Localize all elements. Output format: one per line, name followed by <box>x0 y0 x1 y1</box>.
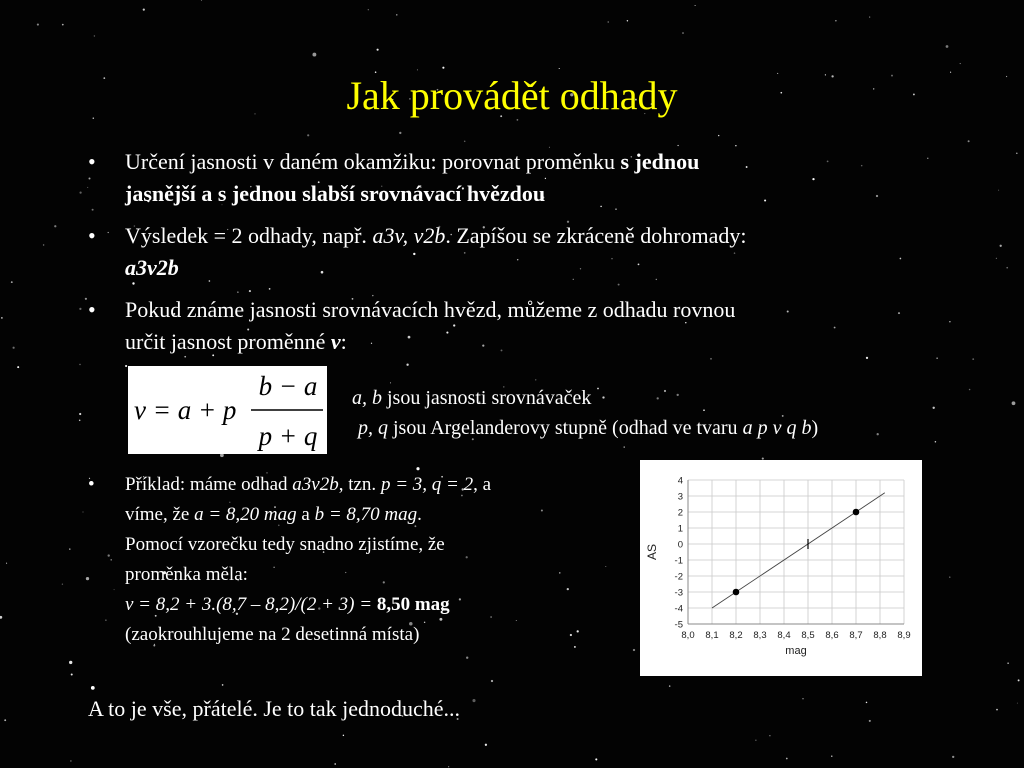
y-tick-label: -4 <box>674 603 683 615</box>
x-axis-label: mag <box>785 645 807 657</box>
y-tick-label: -1 <box>674 555 683 567</box>
formula-numerator: b − a <box>258 371 318 401</box>
legend-italic: a p v q b <box>742 417 812 439</box>
x-tick-label: 8,6 <box>825 630 839 641</box>
bullet-text <box>125 146 948 210</box>
y-tick-label: 3 <box>677 491 683 503</box>
legend-italic: a, b <box>352 387 382 409</box>
formula-box <box>128 366 327 454</box>
x-tick-label: 8,9 <box>897 630 911 641</box>
x-tick-label: 8,7 <box>849 630 863 641</box>
example-text-part: , a <box>473 474 492 495</box>
formula-lhs: v = a + p <box>134 395 237 425</box>
example-italic-part: v = 8,2 + 3.(8,7 – 8,2)/(2 + 3) = <box>125 594 377 615</box>
x-tick-label: 8,5 <box>801 630 815 641</box>
bullet-text-part: . Zapíšou se zkráceně dohromady: <box>445 223 747 248</box>
closing-line: A to je vše, přátelé. Je to tak jednoduché... <box>88 696 461 721</box>
bullet-result <box>88 220 948 284</box>
y-tick-label: 2 <box>677 507 683 519</box>
bullet-bold-part: jasnější a s jednou slabší srovnávací hvězdou <box>125 181 546 206</box>
example-italic-part: a3v2b <box>292 474 339 495</box>
example-line-1 <box>125 470 648 500</box>
bullet-dot: • <box>88 474 95 495</box>
legend-ab <box>352 384 591 412</box>
bullet-text <box>125 220 948 284</box>
x-tick-label: 8,8 <box>873 630 887 641</box>
bullet-text-part: určit jasnost proměnné <box>125 329 331 354</box>
example-line-4: proměnka měla: <box>125 564 248 585</box>
example-italic-part: a = 8,20 mag <box>194 504 297 525</box>
bullet-compute <box>88 294 948 358</box>
bullet-dot: • <box>88 223 96 248</box>
y-tick-label: -2 <box>674 571 683 583</box>
slide-title: Jak provádět odhady <box>346 73 678 118</box>
bullet-bold-part: s jednou <box>620 149 700 174</box>
example-line-2 <box>125 500 648 530</box>
example-text-part: , tzn. <box>338 474 381 495</box>
bullet-bold-italic-part: a3v2b <box>125 255 179 280</box>
example-line-6: (zaokrouhlujeme na 2 desetinná místa) <box>125 624 420 645</box>
bullet-italic-part: a3v, v2b <box>372 223 446 248</box>
bullet-text-part: Výsledek = 2 odhady, např. <box>125 223 373 248</box>
legend-text: jsou Argelanderovy stupně (odhad ve tvaru <box>388 417 743 439</box>
data-point <box>733 589 740 596</box>
example-text-part: víme, že <box>125 504 195 525</box>
legend-text: ) <box>811 417 819 439</box>
example-result: 8,50 mag <box>376 594 450 615</box>
legend-pq <box>358 414 818 442</box>
bullet-text-part: Pokud známe jasnosti srovnávacích hvězd, můžeme z odhadu rovnou <box>125 297 736 322</box>
data-point <box>853 509 860 516</box>
bullet-bold-italic-part: v <box>330 329 341 354</box>
bullet-dot: • <box>88 297 96 322</box>
argelander-chart <box>640 460 922 676</box>
example-line-5 <box>125 590 648 620</box>
example-line-3: Pomocí vzorečku tedy snadno zjistíme, že <box>125 534 445 555</box>
x-tick-label: 8,3 <box>753 630 767 641</box>
y-tick-label: -3 <box>674 587 683 599</box>
example-text <box>125 470 648 650</box>
chart-box <box>640 460 922 676</box>
y-axis-label: AS <box>645 543 659 561</box>
x-tick-label: 8,4 <box>777 630 791 641</box>
legend-italic: p, q <box>358 417 388 439</box>
x-tick-label: 8,0 <box>681 630 695 641</box>
y-tick-label: 1 <box>677 523 683 535</box>
example-text-part: . <box>417 504 422 525</box>
y-tick-label: 4 <box>677 475 683 487</box>
x-tick-label: 8,2 <box>729 630 743 641</box>
y-tick-label: 0 <box>677 539 683 551</box>
y-tick-label: -5 <box>674 619 683 631</box>
x-tick-label: 8,1 <box>705 630 719 641</box>
example-italic-part: b = 8,70 mag <box>314 504 418 525</box>
bullet-comparison <box>88 146 948 210</box>
formula <box>128 366 327 454</box>
bullet-text-part: : <box>340 329 347 354</box>
example-text-part: Příklad: máme odhad <box>125 474 293 495</box>
bullet-text-part: Určení jasnosti v daném okamžiku: porovnat proměnku <box>125 149 621 174</box>
bullet-text <box>125 294 948 358</box>
formula-denominator: p + q <box>258 421 318 451</box>
example-italic-part: p = 3, q = 2 <box>380 474 474 495</box>
bullet-dot: • <box>88 149 96 174</box>
legend-text: jsou jasnosti srovnávaček <box>382 387 592 409</box>
example-text-part: a <box>296 504 315 525</box>
bullet-example <box>88 470 648 650</box>
